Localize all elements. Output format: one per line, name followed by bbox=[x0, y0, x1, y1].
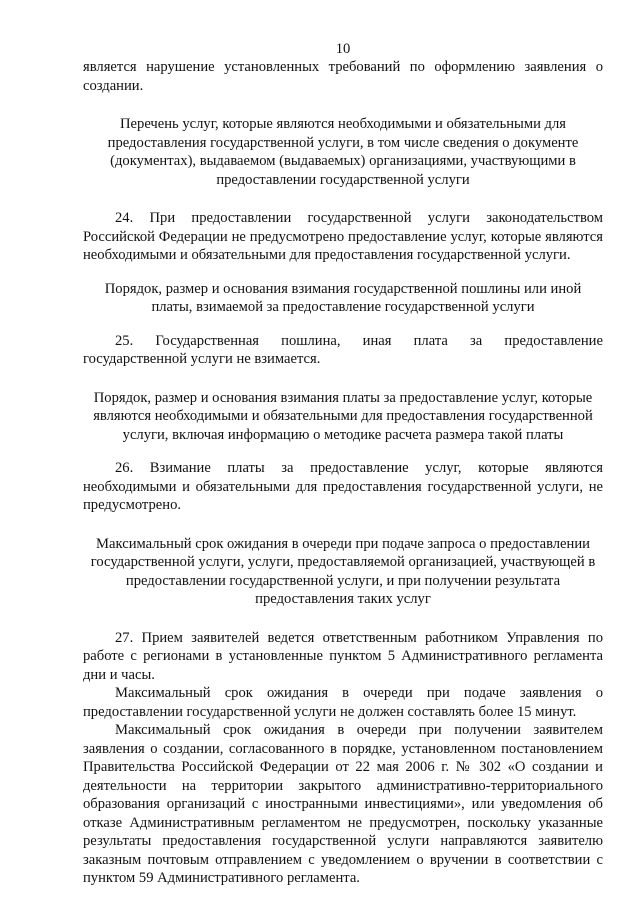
paragraph-25-first-line bbox=[83, 332, 603, 351]
paragraph-25-word: иная bbox=[362, 332, 392, 349]
paragraph-25-rest: государственной услуги не взимается. bbox=[83, 351, 321, 367]
document-page bbox=[83, 40, 603, 888]
paragraph-24: 24. При предоставлении государственной услуги законодательством Российской Федерации не предусмотрено предоставление услуг, которые являются необходимыми и обязательными для предоставления государственной услуги. bbox=[83, 210, 603, 263]
paragraph-25-word: 25. bbox=[115, 332, 134, 349]
paragraph-25-word: пошлина, bbox=[281, 332, 341, 349]
paragraph-27-queue-limit: Максимальный срок ожидания в очереди при подаче заявления о предоставлении государственной услуги не должен составлять более 15 минут. bbox=[83, 685, 603, 720]
section-heading-service-fee: Порядок, размер и основания взимания платы за предоставление услуг, которые являются необходимыми и обязательными для предоставления государственной услуги, включая информацию о методике расчета размера такой платы bbox=[93, 389, 593, 443]
paragraph-27: 27. Прием заявителей ведется ответственным работником Управления по работе с регионами в установленные пунктом 5 Административного регламента дни и часы. bbox=[83, 629, 603, 683]
paragraph-25-word: за bbox=[470, 332, 483, 349]
page-number: 10 bbox=[335, 41, 351, 57]
paragraph-25-word: предоставление bbox=[504, 332, 603, 349]
paragraph-25-word: плата bbox=[413, 332, 448, 349]
paragraph-continuation: является нарушение установленных требований по оформлению заявления о создании. bbox=[83, 59, 603, 94]
paragraph-26: 26. Взимание платы за предоставление услуг, которые являются необходимыми и обязательными для предоставления государственной услуги, не предусмотрено. bbox=[83, 460, 603, 513]
paragraph-25-word: Государственная bbox=[155, 332, 260, 349]
paragraph-25 bbox=[83, 332, 603, 369]
section-heading-queue-time: Максимальный срок ожидания в очереди при подаче запроса о предоставлении государственной услуги, услуги, предоставляемой организацией, участвующей в предоставлении государственной услуги, и при получении результата предоставления таких услуг bbox=[90, 535, 596, 607]
section-heading-related-services: Перечень услуг, которые являются необходимыми и обязательными для предоставления государственной услуги, в том числе сведения о документе (документах), выдаваемом (выдаваемых) организациями, участвующими в предоставлении государственной услуги bbox=[107, 116, 579, 188]
section-heading-state-fee: Порядок, размер и основания взимания государственной пошлины или иной платы, взимаемой за предоставление государственной услуги bbox=[104, 280, 582, 315]
paragraph-27-result-delivery: Максимальный срок ожидания в очереди при получении заявителем заявления о создании, согласованного в порядке, установленном постановлением Правительства Российской Федерации от 22 мая 2006 г. № 302 «О создании и деятельности на территории закрытого административно-территориального образования организаций с иностранными инвестициями», или уведомления об отказе Административным регламентом не предусмотрен, поскольку указанные результаты предоставления государственной услуги направляются заявителю заказным почтовым отправлением с уведомлением о вручении в соответствии с пунктом 59 Административного регламента. bbox=[83, 722, 603, 886]
